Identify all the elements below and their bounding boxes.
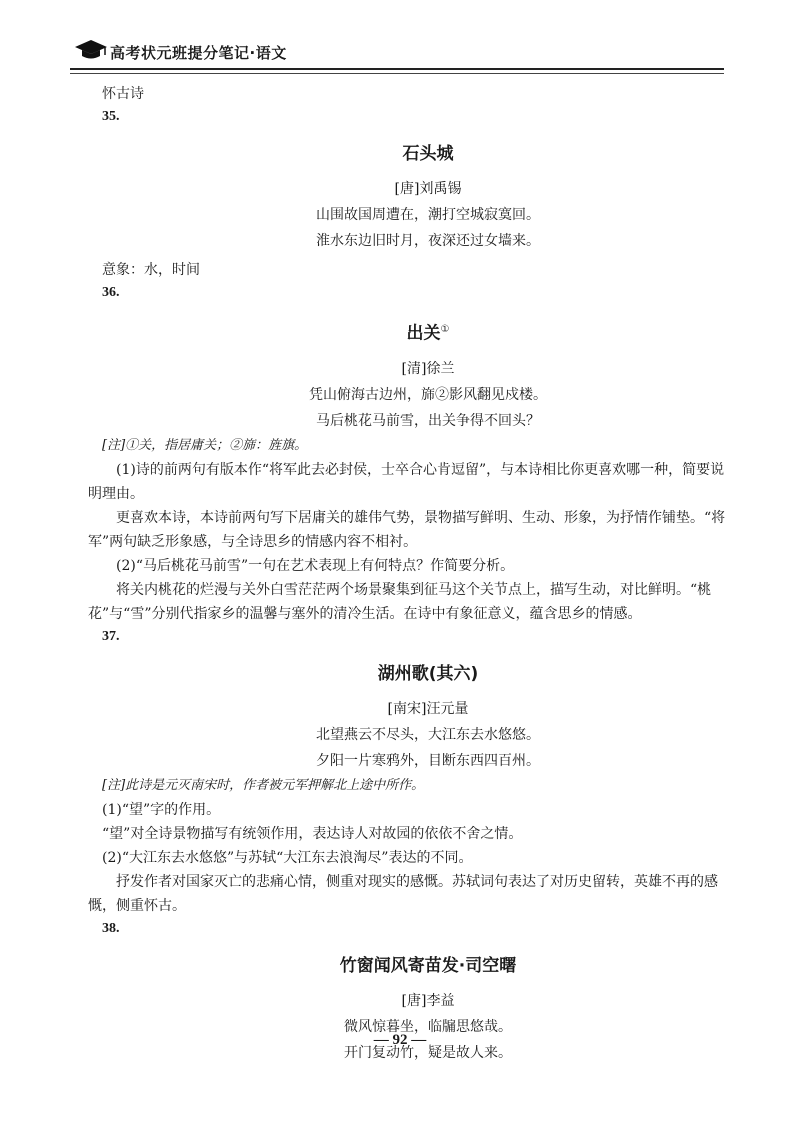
poem-note: [注]①关，指居庸关；②旆：旌旗。 [102,437,308,453]
poem-title: 石头城 [402,144,454,164]
item-number: 35. [102,109,120,124]
poem-title: 竹窗闻风寄苗发·司空曙 [339,955,517,976]
poem-note: [注]此诗是元灭南宋时，作者被元军押解北上途中所作。 [102,777,425,793]
category-label: 怀古诗 [102,86,144,102]
poem-author: [清]徐兰 [401,360,455,377]
poem-title [88,316,728,348]
page-header [70,34,724,70]
poem-line: 开门复动竹，疑是故人来。 [344,1044,512,1061]
page-content [88,82,728,1066]
question-text: (1)“望”字的作用。 [102,801,221,818]
poem-line: 凭山俯海古边州，旆②影风翻见戍楼。 [309,386,547,403]
question-text: (1)诗的前两句有版本作“将军此去必封侯，士卒合心肯逗留”，与本诗相比你更喜欢哪一种，简要说明理由。 [88,461,725,502]
header-title: 高考状元班提分笔记·语文 [110,44,287,62]
question-text: (2)“马后桃花马前雪”一句在艺术表现上有何特点？作简要分析。 [116,557,515,574]
poem-line: 淮水东边旧时月，夜深还过女墙来。 [316,233,540,249]
header-rule [70,73,724,74]
footnote-mark: ① [440,324,450,335]
item-number: 38. [102,920,120,936]
answer-text: 将关内桃花的烂漫与关外白雪茫茫两个场景聚集到征马这个关节点上，描写生动，对比鲜明。“桃花”与“雪”分别代指家乡的温馨与塞外的清冷生活。在诗中有象征意义，蕴含思乡的情感。 [88,581,712,622]
poem-author: [唐]李益 [401,992,455,1009]
poem-line: 北望燕云不尽头，大江东去水悠悠。 [316,726,540,743]
item-number: 36. [102,285,120,300]
answer-text: “望”对全诗景物描写有统领作用，表达诗人对故园的依依不舍之情。 [102,825,523,842]
page-number: — 92 — [373,1032,427,1048]
poem-line: 夕阳一片寒鸦外，目断东西四百州。 [316,752,540,769]
poem-title-text: 出关 [406,323,441,344]
item-number: 37. [102,628,120,644]
answer-text: 抒发作者对国家灭亡的悲痛心情，侧重对现实的感慨。苏轼词句表达了对历史留转，英雄不再的感慨，侧重怀古。 [88,873,718,914]
imagery-text: 意象：水，时间 [102,262,200,278]
graduation-cap-icon [74,38,108,64]
poem-line: 山围故国周遭在，潮打空城寂寞回。 [316,207,540,223]
answer-text: 更喜欢本诗，本诗前两句写下居庸关的雄伟气势，景物描写鲜明、生动、形象，为抒情作铺垫。“将军”两句缺乏形象感，与全诗思乡的情感内容不相衬。 [88,509,726,550]
question-text: (2)“大江东去水悠悠”与苏轼“大江东去浪淘尽”表达的不同。 [102,849,473,866]
poem-author: [南宋]汪元量 [387,700,469,717]
poem-title: 湖州歌(其六) [377,663,479,684]
poem-line: 微风惊暮坐，临牖思悠哉。 [344,1018,512,1035]
poem-line: 马后桃花马前雪，出关争得不回头？ [316,412,540,429]
poem-author: [唐]刘禹锡 [394,181,462,197]
